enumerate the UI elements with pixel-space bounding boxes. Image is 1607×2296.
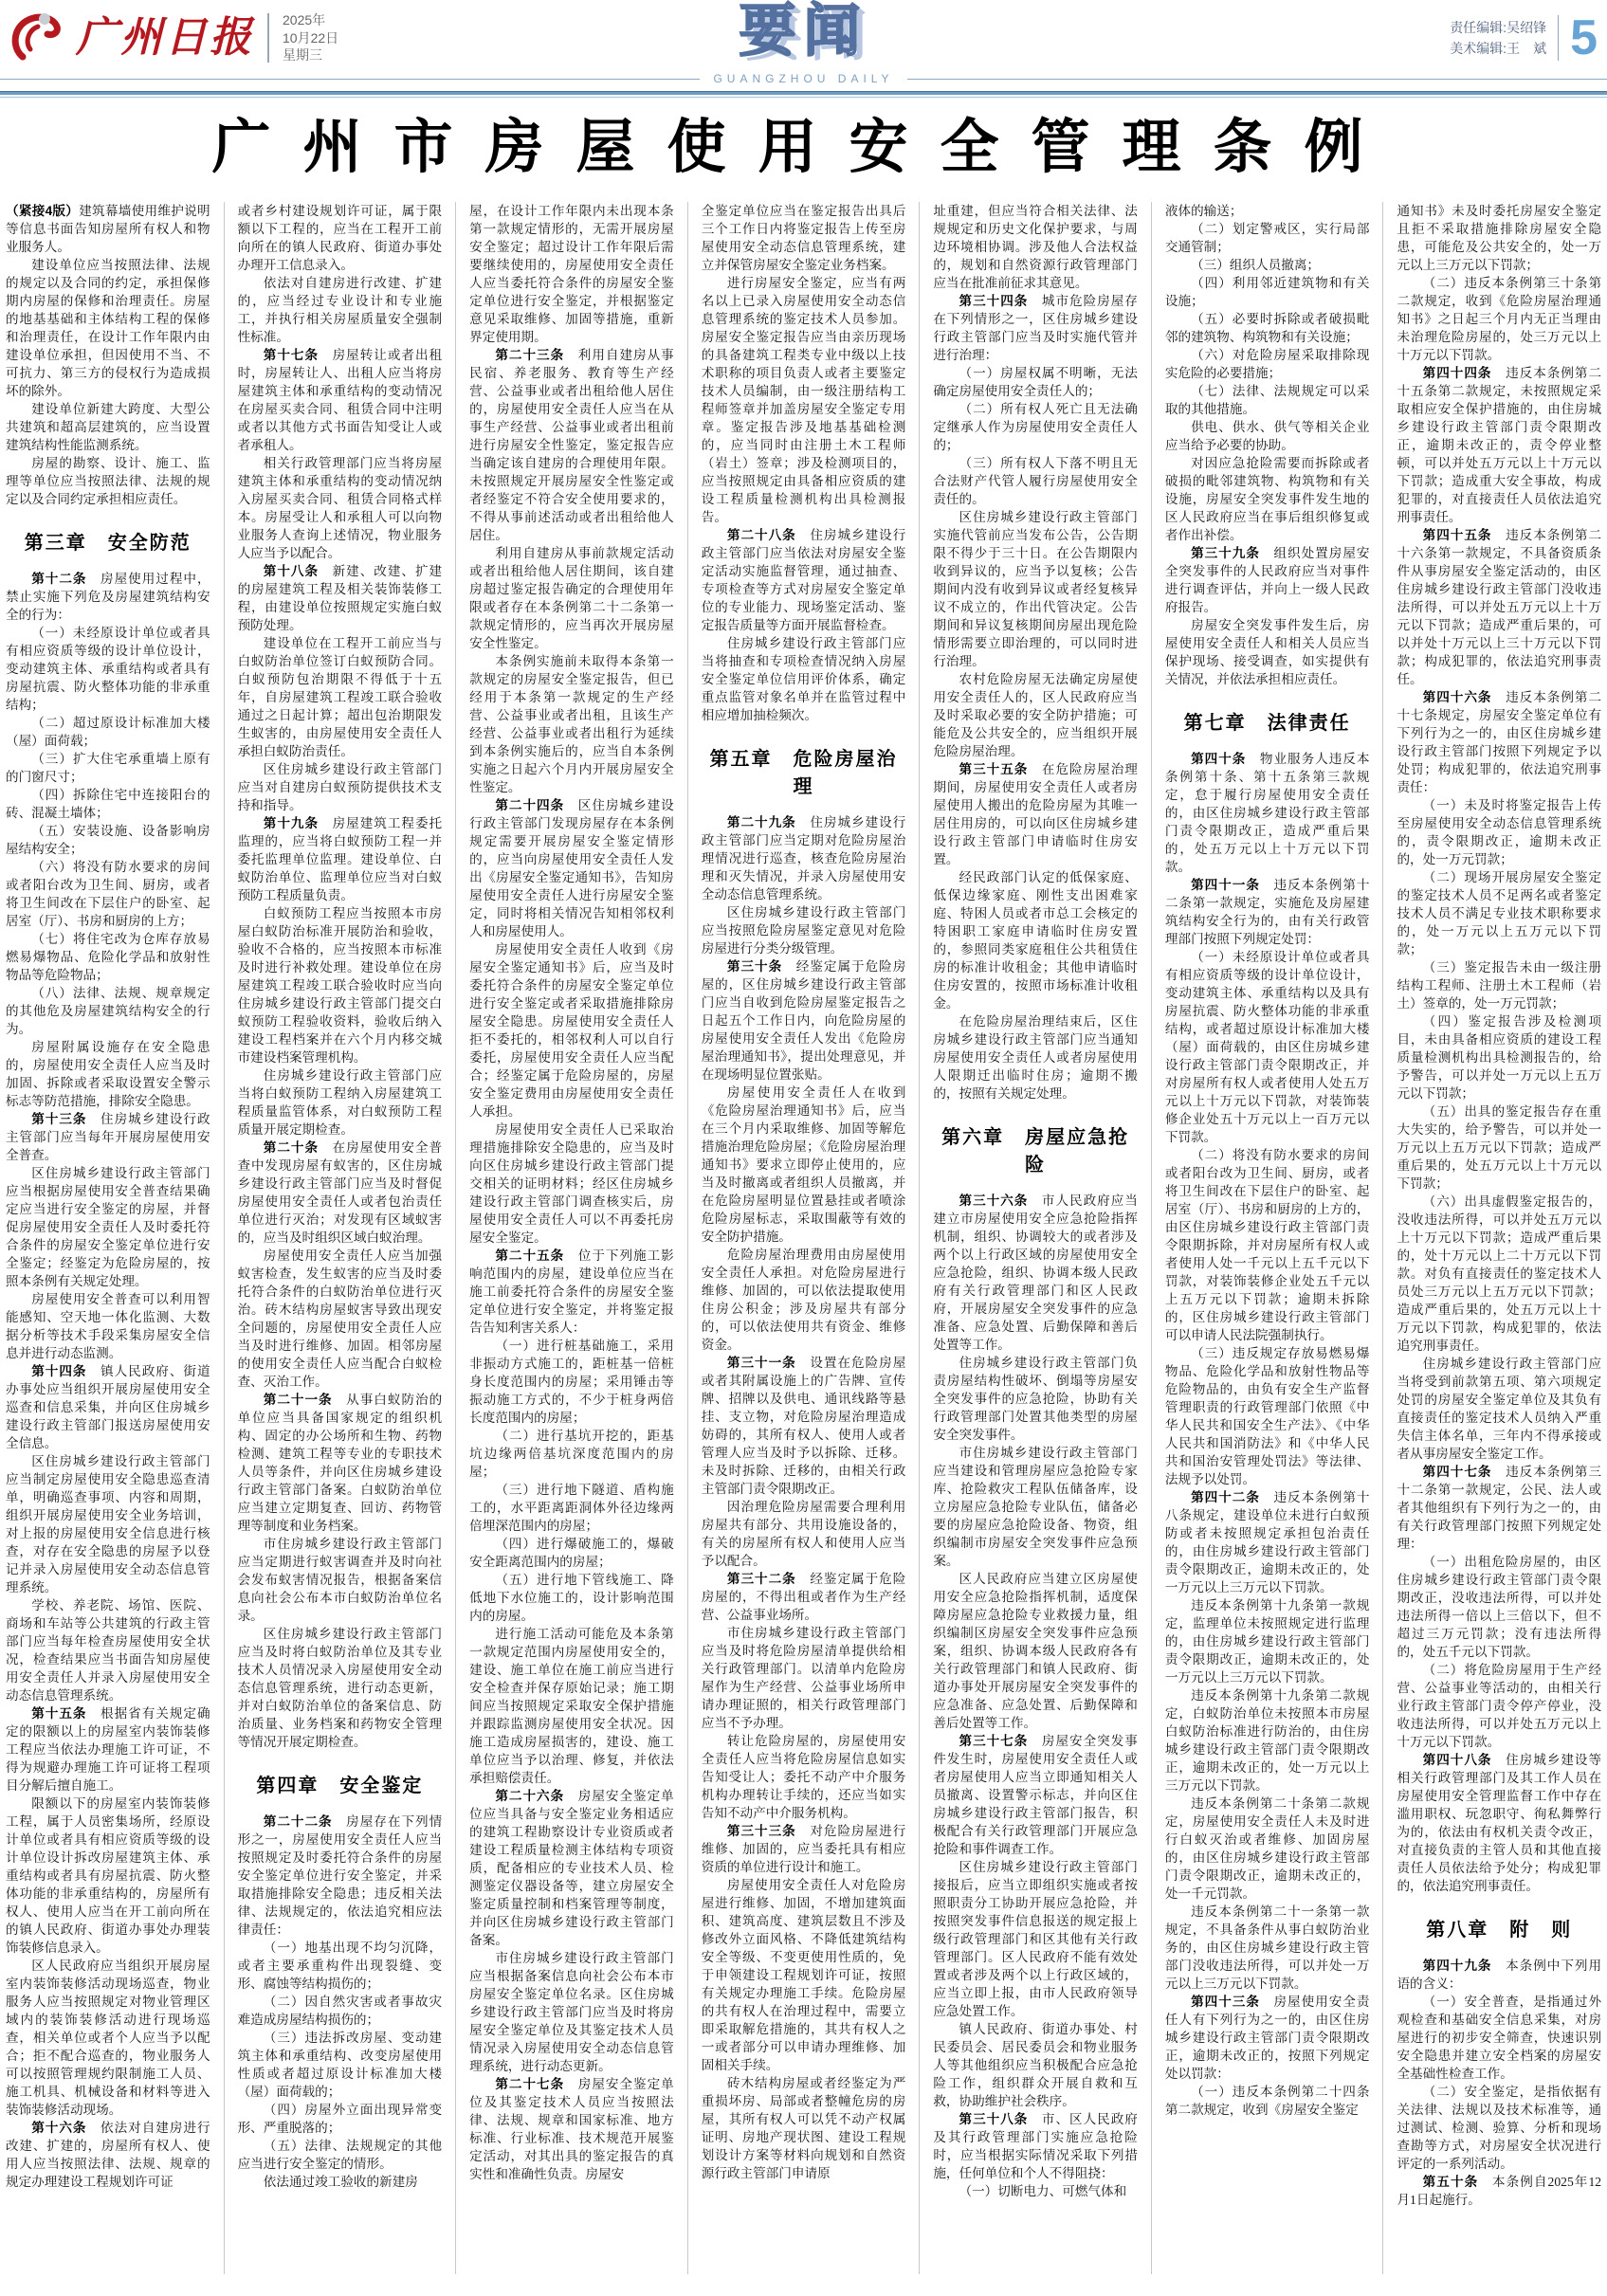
article-paragraph: 第三十七条 房屋安全突发事件发生时，房屋使用安全责任人或者房屋使用人应当立即通知相关人员撤离、设置警示标志，并向区住房城乡建设行政主管部门报告，积极配合有关行政管理部门开展应急抢险和事件调查工作。 xyxy=(933,1734,1138,1857)
chapter-heading: 第三章 安全防范 xyxy=(24,533,192,555)
article-paragraph: 第十三条 住房城乡建设行政主管部门应当每年开展房屋使用安全普查。 xyxy=(6,1112,210,1163)
article-paragraph: 区住房城乡建设行政主管部门应当及时将白蚁防治单位及其专业技术人员情况录入房屋使用安全动态信息管理系统，进行动态更新，并对白蚁防治单位的备案信息、防治质量、业务档案和药物安全管理等情况开展定期检查。 xyxy=(237,1627,443,1750)
article-clause-number: 第四十五条 xyxy=(1422,528,1492,543)
article-paragraph: （一）房屋权属不明晰，无法确定房屋使用安全责任人的； xyxy=(933,366,1138,399)
article-paragraph: 第十二条 房屋使用过程中，禁止实施下列危及房屋建筑结构安全的行为： xyxy=(6,572,210,623)
date-year: 2025年 xyxy=(283,11,326,27)
article-paragraph: （二）因自然灾害或者事故灾难造成房屋结构损伤的； xyxy=(237,1995,443,2028)
article-paragraph: （二）超过原设计标准加大楼（屋）面荷载； xyxy=(6,716,210,749)
article-clause-number: 第四十二条 xyxy=(1191,1490,1260,1505)
chapter-heading: 第七章 法律责任 xyxy=(1183,713,1351,735)
article-paragraph: 依法通过竣工验收的新建房 xyxy=(263,2175,418,2190)
article-clause-number: 第二十五条 xyxy=(495,1248,565,1264)
article-paragraph: 第四十八条 住房城乡建设等相关行政管理部门及其工作人员在房屋使用安全管理监督工作中存在滥用职权、玩忽职守、徇私舞弊行为的，依法由有权机关责令改正，对直接负责的主管人员和其他直接责任人员依法给予处分；构成犯罪的，依法追究刑事责任。 xyxy=(1397,1753,1602,1894)
article-clause-number: 第二十九条 xyxy=(726,815,796,830)
article-paragraph: 房屋使用安全责任人应当加强蚁害检查，发生蚁害的应当及时委托符合条件的白蚁防治单位进行灭治。砖木结构房屋蚁害导致出现安全问题的，房屋使用安全责任人应当及时进行维修、加固。相邻房屋的使用安全责任人应当配合白蚁检查、灭治工作。 xyxy=(237,1248,443,1390)
article-paragraph: 第四十六条 违反本条例第二十七条规定，房屋安全鉴定单位有下列行为之一的，由区住房城乡建设行政主管部门按照下列规定予以处罚；构成犯罪的，依法追究刑事责任： xyxy=(1397,690,1602,795)
article-paragraph: （五）安装设施、设备影响房屋结构安全； xyxy=(6,824,210,857)
article-clause-number: 第三十九条 xyxy=(1191,546,1260,561)
chapter-heading: 第六章 房屋应急抢险 xyxy=(941,1127,1130,1176)
article-clause-number: 第三十条 xyxy=(726,959,783,975)
page-number: 5 xyxy=(1570,10,1598,65)
article-paragraph: （三）扩大住宅承重墙上原有的门窗尺寸； xyxy=(6,752,210,785)
article-paragraph: 住房城乡建设行政主管部门应当将抽查和专项检查情况纳入房屋安全鉴定单位信用评价体系，确定重点监管对象名单并在监管过程中相应增加抽检频次。 xyxy=(701,636,906,723)
article-paragraph: 房屋使用安全责任人对危险房屋进行维修、加固，不增加建筑面积、建筑高度、建筑层数且不涉及修改外立面风格、不降低建筑结构安全等级、不变更使用性质的，免于申领建设工程规划许可证，按照有关规定办理施工手续。危险房屋的共有权人在治理过程中，需要立即采取解危措施的，其共有权人之一或者部分可以申请办理维修、加固相关手续。 xyxy=(701,1878,906,2073)
article-paragraph: 镇人民政府、街道办事处、村民委员会、居民委员会和物业服务人等其他组织应当积极配合应急抢险工作，组织群众开展自救和互救，协助维护社会秩序。 xyxy=(933,2022,1138,2109)
article-paragraph: 第二十五条 位于下列施工影响范围内的房屋，建设单位应当在施工前委托符合条件的房屋安全鉴定单位进行安全鉴定，并将鉴定报告告知利害关系人： xyxy=(469,1248,674,1336)
article-paragraph: （五）出具的鉴定报告存在重大失实的，给予警告，可以并处一万元以上五万元以下罚款；造成严重后果的，处五万元以上十万元以下罚款； xyxy=(1397,1104,1602,1192)
article-paragraph: （四）鉴定报告涉及检测项目，未由具备相应资质的建设工程质量检测机构出具检测报告的，给予警告，可以并处一万元以上五万元以下罚款； xyxy=(1397,1014,1602,1102)
article-paragraph: 第十七条 房屋转让或者出租时，房屋转让人、出租人应当将房屋建筑主体和承重结构的变动情况在房屋买卖合同、租赁合同中注明或者以其他方式书面告知受让人或者承租人。 xyxy=(237,348,443,453)
subline-rule-right xyxy=(907,79,1607,80)
article-paragraph: （四）利用邻近建筑物和有关设施； xyxy=(1164,276,1370,309)
article-clause-number: 第四十三条 xyxy=(1191,1995,1260,2010)
article-paragraph: 或者乡村建设规划许可证，属于限额以下工程的，应当在工程开工前向所在的镇人民政府、街道办事处办理开工信息录入。 xyxy=(237,204,443,273)
article-clause-number: 第二十三条 xyxy=(495,348,565,363)
article-paragraph: （一）进行桩基础施工，采用非振动方式施工的，距桩基一倍桩身长度范围内的房屋；采用锤击等振动施工方式的，不少于桩身两倍长度范围内的房屋； xyxy=(469,1339,674,1426)
article-paragraph: （五）法律、法规规定的其他应当进行安全鉴定的情形。 xyxy=(237,2139,443,2172)
article-paragraph: 全鉴定单位应当在鉴定报告出具后三个工作日内将鉴定报告上传至房屋使用安全动态信息管理系统，建立并保管房屋安全鉴定业务档案。 xyxy=(701,204,906,273)
article-clause-number: 第十五条 xyxy=(31,1706,87,1722)
newspaper-name: 广州日报 xyxy=(76,13,254,62)
article-paragraph: （三）违反规定存放易燃易爆物品、危险化学品和放射性物品等危险物品的，由负有安全生产监督管理职责的行政管理部门依照《中华人民共和国安全生产法》、《中华人民共和国消防法》和《中华人民共和国治安管理处罚法》等法律、法规予以处罚。 xyxy=(1164,1346,1370,1487)
article-paragraph: 白蚁预防工程应当按照本市房屋白蚁防治标准开展防治和验收，验收不合格的，应当按照本市标准及时进行补救处理。建设单位在房屋建筑工程竣工联合验收时应当向住房城乡建设行政主管部门提交白蚁预防工程验收资料，验收后纳入建设工程档案并在六个月内移交城市建设档案管理机构。 xyxy=(237,906,443,1066)
chapter-heading: 第四章 安全鉴定 xyxy=(256,1776,424,1797)
article-paragraph: 区人民政府应当建立区房屋使用安全应急抢险指挥机制，适度保障房屋应急抢险专业救援力量，组织编制区房屋安全突发事件应急预案，组织、协调本级人民政府各有关行政管理部门和镇人民政府、街道办事处开展房屋安全突发事件的应急准备、应急处置、后勤保障和善后处置等工作。 xyxy=(933,1572,1138,1731)
article-paragraph: 违反本条例第十九条第一款规定，监理单位未按照规定进行监理的，由住房城乡建设行政主管部门责令限期改正，逾期未改正的，处一万元以上三万元以下罚款。 xyxy=(1164,1598,1370,1686)
article-paragraph: （二）安全鉴定，是指依据有关法律、法规以及技术标准等，通过测试、检测、验算、分析和现场查勘等方式，对房屋安全状况进行评定的一系列活动。 xyxy=(1397,2085,1602,2172)
article-paragraph: （四）房屋外立面出现异常变形、严重脱落的； xyxy=(237,2103,443,2136)
article-paragraph: （五）必要时拆除或者破损毗邻的建筑物、构筑物和有关设施； xyxy=(1164,312,1370,345)
article-clause-number: 第三十六条 xyxy=(959,1194,1029,1209)
article-paragraph: 农村危险房屋无法确定房屋使用安全责任人的，区人民政府应当及时采取必要的安全防护措施；可能危及公共安全的，应当组织开展危险房屋治理。 xyxy=(933,672,1138,759)
article-paragraph: 利用自建房从事前款规定活动或者出租给他人居住期间，该自建房超过鉴定报告确定的合理使用年限或者存在本条例第二十二条第一款规定情形的，应当再次开展房屋安全性鉴定。 xyxy=(469,546,674,651)
article-paragraph: 经民政部门认定的低保家庭、低保边缘家庭、刚性支出困难家庭、特困人员或者市总工会核定的特困职工家庭申请临时住房安置的，参照同类家庭租住公共租赁住房的标准计收租金；其他申请临时住房安置的，按照市场标准计收租金。 xyxy=(933,870,1138,1011)
article-paragraph: 依法对自建房进行改建、扩建的，应当经过专业设计和专业施工，并执行相关房屋质量安全强制性标准。 xyxy=(237,276,443,345)
article-paragraph: 第三十三条 对危险房屋进行维修、加固的，应当委托具有相应资质的单位进行设计和施工。 xyxy=(701,1824,906,1875)
article-paragraph: 屋，在设计工作年限内未出现本条第一款规定情形的，无需开展房屋安全鉴定；超过设计工作年限后需要继续使用的，房屋使用安全责任人应当委托符合条件的房屋安全鉴定单位进行安全鉴定，并根据鉴定意见采取维修、加固等措施，重新界定使用期。 xyxy=(469,204,674,345)
article-paragraph: 第二十二条 房屋存在下列情形之一，房屋使用安全责任人应当按照规定及时委托符合条件的房屋安全鉴定单位进行安全鉴定，并采取措施排除安全隐患；违反相关法律、法规规定的，依法追究相应法律责任： xyxy=(237,1814,443,1938)
article-paragraph: 市住房城乡建设行政主管部门应当根据备案信息向社会公布本市房屋安全鉴定单位名录。区住房城乡建设行政主管部门应当及时将房屋安全鉴定单位及其鉴定技术人员情况录入房屋使用安全动态信息管理系统，进行动态更新。 xyxy=(469,1951,674,2074)
article-paragraph: 住房城乡建设行政主管部门应当将白蚁预防工程纳入房屋建筑工程质量监管体系，对白蚁预防工程质量开展定期检查。 xyxy=(237,1068,443,1138)
article-paragraph: 进行施工活动可能危及本条第一款规定范围内房屋使用安全的，建设、施工单位在施工前应当进行安全检查并保存原始记录；施工期间应当按照规定采取安全保护措施并跟踪监测房屋使用安全状况。因施工造成房屋损害的，建设、施工单位应当予以治理、修复，并依法承担赔偿责任。 xyxy=(469,1627,674,1786)
article-paragraph: 第四十五条 违反本条例第二十六条第一款规定，不具备资质条件从事房屋安全鉴定活动的，由区住房城乡建设行政主管部门没收违法所得，可以并处五万元以上十万元以下罚款；造成严重后果的，可以并处十万元以上三十万元以下罚款；构成犯罪的，依法追究刑事责任。 xyxy=(1397,528,1602,687)
article-paragraph: 第二十七条 房屋安全鉴定单位及其鉴定技术人员应当按照法律、法规、规章和国家标准、地方标准、行业标准、技术规范开展鉴定活动，对其出具的鉴定报告的真实性和准确性负责。房屋安 xyxy=(469,2077,674,2182)
article-paragraph: （三）鉴定报告未由一级注册结构工程师、注册土木工程师（岩土）签章的，处一万元罚款； xyxy=(1397,960,1602,1011)
article-clause-number: 第二十二条 xyxy=(263,1814,333,1830)
article-paragraph: （三）进行地下隧道、盾构施工的，水平距离距洞体外径边缘两倍埋深范围内的房屋； xyxy=(469,1483,674,1534)
article-clause-number: 第二十条 xyxy=(263,1140,320,1156)
logo-swirl-icon xyxy=(9,8,70,68)
article-title: 广州市房屋使用安全管理条例 xyxy=(211,112,1396,181)
article-paragraph: 第二十九条 住房城乡建设行政主管部门应当定期对危险房屋治理情况进行巡查，核查危险房屋治理和灭失情况，并录入房屋使用安全动态信息管理系统。 xyxy=(701,815,906,902)
article-paragraph: 区住房城乡建设行政主管部门接报后，应当立即组织实施或者按照职责分工协助开展应急抢险，并按照突发事件信息报送的规定报上级行政管理部门和区其他有关行政管理部门。区人民政府不能有效处置或者涉及两个以上行政区域的，应当立即上报，由市人民政府领导应急处置工作。 xyxy=(933,1860,1138,2019)
article-paragraph: 限额以下的房屋室内装饰装修工程，属于人员密集场所，经原设计单位或者具有相应资质等级的设计单位设计拆改房屋建筑主体、承重结构或者具有房屋抗震、防火整体功能的非承重结构的，房屋所有权人、使用人应当在开工前向所在的镇人民政府、街道办事处办理装饰装修信息录入。 xyxy=(6,1796,210,1956)
article-clause-number: 第十四条 xyxy=(31,1364,87,1379)
article-paragraph: 区人民政府应当组织开展房屋室内装饰装修活动现场巡查，物业服务人应当按照规定对物业管理区域内的装饰装修活动进行现场巡查，相关单位或者个人应当予以配合；拒不配合巡查的，物业服务人可以按照管理规约限制施工人员、施工机具、机械设备和材料等进入装饰装修活动现场。 xyxy=(6,1959,210,2118)
article-paragraph: 第二十一条 从事白蚁防治的单位应当具备国家规定的组织机构、固定的办公场所和生物、药物检测、建筑工程等专业的专职技术人员等条件，并向区住房城乡建设行政主管部门备案。白蚁防治单位应当建立定期复查、回访、药物管理等制度和业务档案。 xyxy=(237,1393,443,1534)
article-clause-number: 第二十六条 xyxy=(495,1789,565,1804)
article-paragraph: 违反本条例第二十一条第一款规定，不具备条件从事白蚁防治业务的，由区住房城乡建设行政主管部门没收违法所得，可以并处一万元以上三万元以下罚款。 xyxy=(1164,1904,1370,1992)
article-paragraph: （二）划定警戒区，实行局部交通管制； xyxy=(1164,222,1370,255)
article-paragraph: 转让危险房屋的，房屋使用安全责任人应当将危险房屋信息如实告知受让人；委托不动产中介服务机构办理转让手续的，还应当如实告知不动产中介服务机构。 xyxy=(701,1734,906,1821)
article-clause-number: 第四十七条 xyxy=(1422,1465,1492,1480)
article-paragraph: （三）组织人员撤离； xyxy=(1191,258,1321,273)
article-paragraph: （六）将没有防水要求的房间或者阳台改为卫生间、厨房，或者将卫生间改在下层住户的卧室、起居室（厅）、书房和厨房的上方； xyxy=(6,860,210,929)
article-paragraph: 通知书》未及时委托房屋安全鉴定且拒不采取措施排除房屋安全隐患，可能危及公共安全的，处一万元以上三万元以下罚款； xyxy=(1397,204,1602,273)
article-paragraph: 第四十七条 违反本条例第三十二条第一款规定，公民、法人或者其他组织有下列行为之一的，由有关行政管理部门按照下列规定处理： xyxy=(1397,1465,1602,1552)
article-paragraph: 第四十条 物业服务人违反本条例第十条、第十五条第三款规定，怠于履行房屋使用安全责任的，由区住房城乡建设行政主管部门责令限期改正，造成严重后果的，处五万元以上十万元以下罚款。 xyxy=(1164,752,1370,875)
article-paragraph: 房屋使用安全责任人在收到《危险房屋治理通知书》后，应当在三个月内采取维修、加固等解危措施治理危险房屋；《危险房屋治理通知书》要求立即停止使用的，应当及时撤离或者组织人员撤离，并在危险房屋明显位置悬挂或者喷涂危险房屋标志，采取围蔽等有效的安全防护措施。 xyxy=(701,1085,906,1245)
section-block xyxy=(740,2,868,62)
article-paragraph: 供电、供水、供气等相关企业应当给予必要的协助。 xyxy=(1164,420,1370,453)
article-paragraph: 第十四条 镇人民政府、街道办事处应当组织开展房屋使用安全巡查和信息采集，并向区住房城乡建设行政主管部门报送房屋使用安全信息。 xyxy=(6,1364,210,1451)
chapter-heading: 第五章 危险房屋治理 xyxy=(709,749,898,798)
article-paragraph: 区住房城乡建设行政主管部门应当制定房屋使用安全隐患巡查清单，明确巡查事项、内容和周期，组织开展房屋使用安全业务培训，对上报的房屋使用安全信息进行核查，对存在安全隐患的房屋予以登记并录入房屋使用安全动态信息管理系统。 xyxy=(6,1454,210,1595)
article-paragraph: 区住房城乡建设行政主管部门应当根据房屋使用安全普查结果确定应当进行安全鉴定的房屋，并督促房屋使用安全责任人及时委托符合条件的房屋安全鉴定单位进行安全鉴定；经鉴定为危险房屋的，按照本条例有关规定处理。 xyxy=(6,1166,210,1289)
article-clause-number: 第三十四条 xyxy=(959,294,1029,309)
article-paragraph: （四）进行爆破施工的，爆破安全距离范围内的房屋； xyxy=(469,1537,674,1570)
article-paragraph: 液体的输送； xyxy=(1164,204,1243,219)
page-number-divider xyxy=(1558,15,1559,61)
text-column xyxy=(455,202,674,2274)
article-paragraph: 第二十条 在房屋使用安全普查中发现房屋有蚁害的，区住房城乡建设行政主管部门应当及时督促房屋使用安全责任人或者包治责任单位进行灭治；对发现有区域蚁害的，应当及时组织区域白蚁治理。 xyxy=(237,1140,443,1246)
article-paragraph: （二）违反本条例第三十条第二款规定，收到《危险房屋治理通知书》之日起三个月内无正当理由未治理危险房屋的，处三万元以上十万元以下罚款。 xyxy=(1397,276,1602,363)
article-paragraph: 建设单位新建大跨度、大型公共建筑和超高层建筑的，应当设置建筑结构性能监测系统。 xyxy=(6,402,210,453)
text-column xyxy=(687,202,906,2274)
article-clause-number: 第四十一条 xyxy=(1191,878,1260,893)
chapter-heading: 第八章 附 则 xyxy=(1426,1920,1573,1941)
article-paragraph: 第四十四条 违反本条例第二十五条第二款规定，未按照规定采取相应安全保护措施的，由住房城乡建设行政主管部门责令限期改正，逾期未改正的，责令停业整顿，可以并处五万元以上十万元以下罚款；造成重大安全事故，构成犯罪的，对直接责任人员依法追究刑事责任。 xyxy=(1397,366,1602,525)
article-paragraph: 砖木结构房屋或者经鉴定为严重损坏房、局部或者整幢危房的房屋，其所有权人可以凭不动产权属证明、房地产现状图、建设工程规划设计方案等材料向规划和自然资源行政主管部门申请原 xyxy=(701,2076,906,2181)
text-column xyxy=(1382,202,1601,2274)
newspaper-logo xyxy=(9,8,254,68)
text-column xyxy=(919,202,1138,2274)
article-clause-number: 第四十六条 xyxy=(1422,690,1492,705)
header-rule-thin xyxy=(0,97,1607,98)
article-paragraph: （二）所有权人死亡且无法确定继承人作为房屋使用安全责任人的； xyxy=(933,402,1138,453)
article-paragraph: 本条例实施前未取得本条第一款规定的房屋安全鉴定报告，但已经用于本条第一款规定的生产经营、公益事业或者出租，且该生产经营、公益事业或者出租行为延续到本条例实施后的，应当自本条例实施之日起六个月内开展房屋安全性鉴定。 xyxy=(469,654,674,795)
article-clause-number: 第三十一条 xyxy=(726,1356,796,1371)
section-english-name: GUANGZHOU DAILY xyxy=(713,72,894,85)
article-paragraph: 市住房城乡建设行政主管部门应当及时将危险房屋清单提供给相关行政管理部门。以清单内危险房屋作为生产经营、公益事业场所申请办理证照的，相关行政管理部门应当不予办理。 xyxy=(701,1626,906,1731)
article-paragraph: 危险房屋治理费用由房屋使用安全责任人承担。对危险房屋进行维修、加固的，可以依法提取使用住房公积金；涉及房屋共有部分的，可以依法使用共有资金、维修资金。 xyxy=(701,1248,906,1353)
article-clause-number: 第四十四条 xyxy=(1422,366,1492,381)
masthead-divider xyxy=(267,13,269,63)
article-paragraph: 房屋使用安全责任人收到《房屋安全鉴定通知书》后，应当及时委托符合条件的房屋安全鉴定单位进行安全鉴定或者采取措施排除房屋安全隐患。房屋使用安全责任人拒不委托的，相邻权利人可以自行委托，房屋使用安全责任人应当配合；经鉴定属于危险房屋的，房屋安全鉴定费用由房屋使用安全责任人承担。 xyxy=(469,942,674,1120)
article-clause-number: 第四十条 xyxy=(1191,752,1247,767)
article-paragraph: （二）现场开展房屋安全鉴定的鉴定技术人员不足两名或者鉴定技术人员不满足专业技术职称要求的，处一万元以上五万元以下罚款； xyxy=(1397,870,1602,957)
masthead-right xyxy=(1450,10,1598,65)
article-clause-number: 第四十八条 xyxy=(1422,1753,1492,1768)
article-paragraph: 住房城乡建设行政主管部门负责房屋结构性破坏、倒塌等房屋安全突发事件的应急抢险，协助有关行政管理部门处置其他类型的房屋安全突发事件。 xyxy=(933,1356,1138,1443)
article-paragraph: 住房城乡建设行政主管部门应当将受到前款第五项、第六项规定处罚的房屋安全鉴定单位及其负有直接责任的鉴定技术人员纳入严重失信主体名单，三年内不得承接或者从事房屋安全鉴定工作。 xyxy=(1397,1357,1602,1462)
article-paragraph: 第三十一条 设置在危险房屋或者其附属设施上的广告牌、宣传牌、招牌以及供电、通讯线路等悬挂、支立物，对危险房屋治理造成妨碍的，其所有权人、使用人或者管理人应当及时予以拆除、迁移。未及时拆除、迁移的，由相关行政主管部门责令限期改正。 xyxy=(701,1356,906,1497)
article-clause-number: 第十九条 xyxy=(263,816,320,831)
article-paragraph: 在危险房屋治理结束后，区住房城乡建设行政主管部门应当通知房屋使用安全责任人或者房屋使用人限期迁出临时住房；逾期不搬的，按照有关规定处理。 xyxy=(933,1014,1138,1102)
article-paragraph: 相关行政管理部门应当将房屋建筑主体和承重结构的变动情况纳入房屋买卖合同、租赁合同格式样本。房屋受让人和承租人可以向物业服务人查询上述情况，物业服务人应当予以配合。 xyxy=(237,456,443,561)
article-paragraph: 第三十六条 市人民政府应当建立市房屋使用安全应急抢险指挥机制，组织、协调较大的或者涉及两个以上行政区域的房屋使用安全应急抢险，组织、协调本级人民政府有关行政管理部门和区人民政府，开展房屋安全突发事件的应急准备、应急处置、后勤保障和善后处置等工作。 xyxy=(933,1194,1138,1353)
article-paragraph: 第二十三条 利用自建房从事民宿、养老服务、教育等生产经营、公益事业或者出租给他人居住的，房屋使用安全责任人应当在从事生产经营、公益事业或者出租前进行房屋安全性鉴定，鉴定报告应当确定该自建房的合理使用年限。未按照规定开展房屋安全性鉴定或者经鉴定不符合安全使用要求的，不得从事前述活动或者出租给他人居住。 xyxy=(469,348,674,543)
article-paragraph: （一）未经原设计单位或者具有相应资质等级的设计单位设计，变动建筑主体、承重结构或者具有房屋抗震、防火整体功能的非承重结构； xyxy=(6,626,210,713)
article-paragraph: （一）未及时将鉴定报告上传至房屋使用安全动态信息管理系统的，责令限期改正，逾期未改正的，处一万元罚款； xyxy=(1397,798,1602,867)
article-clause-number: 第三十三条 xyxy=(726,1824,796,1839)
article-clause-number: 第三十八条 xyxy=(959,2112,1029,2127)
article-paragraph: 因治理危险房屋需要合理利用房屋共有部分、共用设施设备的，有关的房屋所有权人和使用人应当予以配合。 xyxy=(701,1500,906,1569)
article-paragraph: （四）拆除住宅中连接阳台的砖、混凝土墙体； xyxy=(6,788,210,821)
masthead xyxy=(0,0,1607,78)
article-paragraph: 第二十四条 区住房城乡建设行政主管部门发现房屋存在本条例规定需要开展房屋安全鉴定情形的，应当向房屋使用安全责任人发出《房屋安全鉴定通知书》，告知房屋使用安全责任人进行房屋安全鉴定，同时将相关情况告知相邻权利人和房屋使用人。 xyxy=(469,798,674,939)
article-clause-number: 第三十二条 xyxy=(726,1572,796,1587)
article-clause-number: 第三十五条 xyxy=(959,762,1029,777)
date-weekday: 星期三 xyxy=(283,47,322,64)
article-paragraph: 第四十一条 违反本条例第十二条第一款规定，实施危及房屋建筑结构安全行为的，由有关行政管理部门按照下列规定处罚： xyxy=(1164,878,1370,947)
article-paragraph: 市住房城乡建设行政主管部门应当定期进行蚁害调查并及时向社会发布蚁害情况报告，根据备案信息向社会公布本市白蚁防治单位名录。 xyxy=(237,1537,443,1624)
article-paragraph: 第三十四条 城市危险房屋存在下列情形之一，区住房城乡建设行政主管部门应当及时实施代管并进行治理： xyxy=(933,294,1138,363)
article-clause-number: 第二十一条 xyxy=(263,1393,333,1408)
article-paragraph: （六）对危险房屋采取排除现实危险的必要措施； xyxy=(1164,348,1370,381)
date-block xyxy=(283,11,338,65)
article-paragraph: 第三十八条 市、区人民政府及其行政管理部门实施应急抢险时，应当根据实际情况采取下列措施，任何单位和个人不得阻挠： xyxy=(933,2112,1138,2181)
article-paragraph: （三）所有权人下落不明且无合法财产代管人履行房屋使用安全责任的。 xyxy=(933,456,1138,507)
article-clause-number: 第十二条 xyxy=(31,572,87,587)
article-paragraph: 第四十二条 违反本条例第十八条规定，建设单位未进行白蚁预防或者未按照规定承担包治责任的，由住房城乡建设行政主管部门责令限期改正，逾期未改正的，处一万元以上三万元以下罚款。 xyxy=(1164,1490,1370,1595)
article-paragraph: 违反本条例第二十条第二款规定，房屋使用安全责任人未及时进行白蚁灭治或者维修、加固房屋的，由区住房城乡建设行政主管部门责令限期改正，逾期未改正的，处一千元罚款。 xyxy=(1164,1796,1370,1902)
section-title: 要闻 xyxy=(739,0,868,64)
article-paragraph: 第四十九条 本条例中下列用语的含义： xyxy=(1397,1959,1602,1992)
article-paragraph: 建设单位应当按照法律、法规的规定以及合同的约定，承担保修期内房屋的保修和治理责任。房屋的地基基础和主体结构工程的保修和治理责任，在设计工作年限内由建设单位承担，但因使用不当、不可抗力、第三方的侵权行为造成损坏的除外。 xyxy=(6,258,210,399)
article-paragraph: 学校、养老院、场馆、医院、商场和车站等公共建筑的行政主管部门应当每年检查房屋使用安全状况，检查结果应当书面告知房屋使用安全责任人并录入房屋使用安全动态信息管理系统。 xyxy=(6,1598,210,1704)
article-paragraph: 第十五条 根据省有关规定确定的限额以上的房屋室内装饰装修工程应当依法办理施工许可证，不得为规避办理施工许可证将工程项目分解后擅自施工。 xyxy=(6,1706,210,1794)
article-clause-number: 第十六条 xyxy=(31,2121,87,2136)
article-paragraph: （一）未经原设计单位或者具有相应资质等级的设计单位设计，变动建筑主体、承重结构以及具有房屋抗震、防火整体功能的非承重结构，或者超过原设计标准加大楼（屋）面荷载的，由区住房城乡建设行政主管部门责令限期改正，并对房屋所有权人或者使用人处五万元以上十万元以下罚款，对装饰装修企业处五十万元以上一百万元以下罚款。 xyxy=(1164,950,1370,1145)
article-clause-number: 第二十四条 xyxy=(495,798,565,813)
article-paragraph: 第二十八条 住房城乡建设行政主管部门应当依法对房屋安全鉴定活动实施监督管理，通过抽查、专项检查等方式对房屋安全鉴定单位的专业能力、现场鉴定活动、鉴定报告质量等方面开展监督检查。 xyxy=(701,528,906,633)
article-paragraph: 房屋安全突发事件发生后，房屋使用安全责任人和相关人员应当保护现场、接受调查，如实提供有关情况，并依法承担相应责任。 xyxy=(1164,618,1370,687)
article-paragraph: 第十八条 新建、改建、扩建的房屋建筑工程及相关装饰装修工程，由建设单位按照规定实施白蚁预防处理。 xyxy=(237,564,443,633)
article-paragraph: 区住房城乡建设行政主管部门应当对自建房白蚁预防提供技术支持和指导。 xyxy=(237,762,443,813)
text-column xyxy=(1151,202,1370,2274)
article-paragraph: 进行房屋安全鉴定，应当有两名以上已录入房屋使用安全动态信息管理系统的鉴定技术人员参加。房屋安全鉴定报告应当由亲历现场的具备建筑工程类专业中级以上技术职称的项目负责人或者主要鉴定技术人员编制，由一级注册结构工程师签章并加盖房屋安全鉴定专用章。鉴定报告涉及地基基础检测的，应当同时由注册土木工程师（岩土）签章；涉及检测项目的，应当按照规定由具备相应资质的建设工程质量检测机构出具检测报告。 xyxy=(701,276,906,525)
article-paragraph: 区住房城乡建设行政主管部门应当按照危险房屋鉴定意见对危险房屋进行分类分级管理。 xyxy=(701,905,906,957)
article-paragraph: 区住房城乡建设行政主管部门实施代管前应当发布公告，公告期限不得少于三十日。在公告期限内收到异议的，应当予以复核；公告期间内没有收到异议或者经复核异议不成立的，作出代管决定。公告期间和异议复核期间房屋出现危险情形需要立即治理的，可以同时进行治理。 xyxy=(933,510,1138,669)
article-clause-number: 第二十七条 xyxy=(495,2077,565,2092)
article-paragraph: 房屋的勘察、设计、施工、监理等单位应当按照法律、法规的规定以及合同约定承担相应责任。 xyxy=(6,456,210,507)
article-paragraph: 址重建，但应当符合相关法律、法规规定和历史文化保护要求，与周边环境相协调。涉及他人合法权益的，规划和自然资源行政管理部门应当在批准前征求其意见。 xyxy=(933,204,1138,291)
article-paragraph: 房屋附属设施存在安全隐患的，房屋使用安全责任人应当及时加固、拆除或者采取设置安全警示标志等防范措施，排除安全隐患。 xyxy=(6,1040,210,1109)
article-paragraph: 建设单位在工程开工前应当与白蚁防治单位签订白蚁预防合同。白蚁预防包治期限不得低于十五年，自房屋建筑工程竣工联合验收通过之日起计算；超出包治期限发生蚁害的，由房屋使用安全责任人承担白蚁防治责任。 xyxy=(237,636,443,759)
article-paragraph: （一）切断电力、可燃气体和 xyxy=(959,2184,1127,2199)
article-clause-number: （紧接4版） xyxy=(6,204,80,219)
article-clause-number: 第十七条 xyxy=(263,348,320,363)
article-paragraph: 第五十条 本条例自2025年12月1日起施行。 xyxy=(1397,2175,1602,2208)
article-paragraph: （紧接4版）建筑幕墙使用维护说明等信息书面告知房屋所有权人和物业服务人。 xyxy=(6,204,210,255)
article-paragraph: （二）进行基坑开挖的，距基坑边缘两倍基坑深度范围内的房屋； xyxy=(469,1429,674,1480)
article-paragraph: （一）安全普查，是指通过外观检查和基础安全信息采集，对房屋进行的初步安全筛查，快速识别安全隐患并建立安全档案的房屋安全基础性检查工作。 xyxy=(1397,1995,1602,2082)
article-paragraph: （二）将危险房屋用于生产经营、公益事业等活动的，由相关行业行政主管部门责令停产停业，没收违法所得，可以并处五万元以上十万元以下罚款。 xyxy=(1397,1663,1602,1750)
article-paragraph: （五）进行地下管线施工、降低地下水位施工的，设计影响范围内的房屋。 xyxy=(469,1573,674,1624)
article-clause-number: 第五十条 xyxy=(1422,2175,1479,2190)
article-paragraph: （七）将住宅改为仓库存放易燃易爆物品、危险化学品和放射性物品等危险物品； xyxy=(6,932,210,983)
article-paragraph: 第三十五条 在危险房屋治理期间，房屋使用安全责任人或者房屋使用人搬出的危险房屋为其唯一居住用房的，可以向区住房城乡建设行政主管部门申请临时住房安置。 xyxy=(933,762,1138,867)
article-paragraph: （八）法律、法规、规章规定的其他危及房屋建筑结构安全的行为。 xyxy=(6,986,210,1037)
article-paragraph: （一）地基出现不均匀沉降，或者主要承重构件出现裂缝、变形、腐蚀等结构损伤的； xyxy=(237,1941,443,1992)
subline-rule-left xyxy=(0,79,700,80)
article-paragraph: 第三十条 经鉴定属于危险房屋的，区住房城乡建设行政主管部门应当自收到危险房屋鉴定报告之日起五个工作日内，向危险房屋的房屋使用安全责任人发出《危险房屋治理通知书》，提出处理意见，并在现场明显位置张贴。 xyxy=(701,959,906,1083)
text-column xyxy=(224,202,443,2274)
article-paragraph: （一）违反本条例第二十四条第二款规定，收到《房屋安全鉴定 xyxy=(1164,2085,1370,2118)
responsible-editor: 责任编辑:吴绍锋 xyxy=(1450,19,1547,35)
article-paragraph: 房屋使用安全责任人已采取治理措施排除安全隐患的，应当及时向区住房城乡建设行政主管部门提交相关的证明材料；经区住房城乡建设行政主管部门调查核实后，房屋使用安全责任人可以不再委托房屋安全鉴定。 xyxy=(469,1122,674,1246)
header-rule-thick xyxy=(0,91,1607,95)
article-paragraph: （七）法律、法规规定可以采取的其他措施。 xyxy=(1164,384,1370,417)
article-paragraph: 第十六条 依法对自建房进行改建、扩建的，房屋所有权人、使用人应当按照法律、法规、规章的规定办理建设工程规划许可证 xyxy=(6,2121,210,2190)
article-paragraph: 第三十二条 经鉴定属于危险房屋的，不得出租或者作为生产经营、公益事业场所。 xyxy=(701,1572,906,1623)
article-paragraph: 市住房城乡建设行政主管部门应当建设和管理房屋应急抢险专家库、抢险救灾工程队伍储备库，设立房屋应急抢险专业队伍，储备必要的房屋应急抢险设备、物资，组织编制市房屋安全突发事件应急预案。 xyxy=(933,1446,1138,1569)
article-paragraph: 第四十三条 房屋使用安全责任人有下列行为之一的，由区住房城乡建设行政主管部门责令限期改正，逾期未改正的，按照下列规定处以罚款： xyxy=(1164,1995,1370,2082)
article-paragraph: 第三十九条 组织处置房屋安全突发事件的人民政府应当对事件进行调查评估，并向上一级人民政府报告。 xyxy=(1164,546,1370,615)
article-paragraph: 对因应急抢险需要而拆除或者破损的毗邻建筑物、构筑物和有关设施，房屋安全突发事件发生地的区人民政府应当在事后组织修复或者作出补偿。 xyxy=(1164,456,1370,543)
article-clause-number: 第十三条 xyxy=(31,1112,87,1127)
article-paragraph: 第二十六条 房屋安全鉴定单位应当具备与安全鉴定业务相适应的建筑工程勘察设计专业资质或者建设工程质量检测主体结构专项资质，配备相应的专业技术人员、检测鉴定仪器设备等，建立房屋安全鉴定质量控制和档案管理等制度，并向区住房城乡建设行政主管部门备案。 xyxy=(469,1789,674,1948)
editors-block xyxy=(1450,17,1546,60)
article-clause-number: 第三十七条 xyxy=(959,1734,1029,1749)
article-paragraph: （一）出租危险房屋的，由区住房城乡建设行政主管部门责令限期改正，没收违法所得，可以并处违法所得一倍以上三倍以下，但不超过三万元罚款；没有违法所得的，处五千元以下罚款。 xyxy=(1397,1555,1602,1660)
text-column xyxy=(6,202,210,2274)
article-clause-number: 第二十八条 xyxy=(726,528,796,543)
article-paragraph: （二）将没有防水要求的房间或者阳台改为卫生间、厨房，或者将卫生间改在下层住户的卧室、起居室（厅）、书房和厨房的上方的，由区住房城乡建设行政主管部门责令限期拆除，并对房屋所有权人或者使用人处一千元以上五千元以下罚款，对装饰装修企业处五千元以上五万元以下罚款；逾期未拆除的，区住房城乡建设行政主管部门可以申请人民法院强制执行。 xyxy=(1164,1148,1370,1343)
article-clause-number: 第四十九条 xyxy=(1422,1959,1492,1974)
art-editor: 美术编辑:王 斌 xyxy=(1450,41,1547,56)
article-paragraph: 第十九条 房屋建筑工程委托监理的，应当将白蚁预防工程一并委托监理单位监理。建设单位、白蚁防治单位、监理单位应当对白蚁预防工程质量负责。 xyxy=(237,816,443,903)
article-paragraph: 房屋使用安全普查可以利用智能感知、空天地一体化监测、大数据分析等技术手段采集房屋安全信息并进行动态监测。 xyxy=(6,1292,210,1361)
article-body xyxy=(0,202,1607,2274)
article-paragraph: 违反本条例第十九条第二款规定，白蚁防治单位未按照本市房屋白蚁防治标准进行防治的，由住房城乡建设行政主管部门责令限期改正，逾期未改正的，处一万元以上三万元以下罚款。 xyxy=(1164,1688,1370,1794)
article-clause-number: 第十八条 xyxy=(263,564,320,579)
article-paragraph: （六）出具虚假鉴定报告的，没收违法所得，可以并处五万元以上十万元以下罚款；造成严重后果的，处十万元以上二十万元以下罚款。对负有直接责任的鉴定技术人员处三万元以上五万元以下罚款；造成严重后果的，处五万元以上十万元以下罚款，构成犯罪的，依法追究刑事责任。 xyxy=(1397,1194,1602,1354)
article-paragraph: （三）违法拆改房屋、变动建筑主体和承重结构、改变房屋使用性质或者超过原设计标准加大楼（屋）面荷载的； xyxy=(237,2031,443,2100)
date-day: 10月22日 xyxy=(283,29,339,46)
